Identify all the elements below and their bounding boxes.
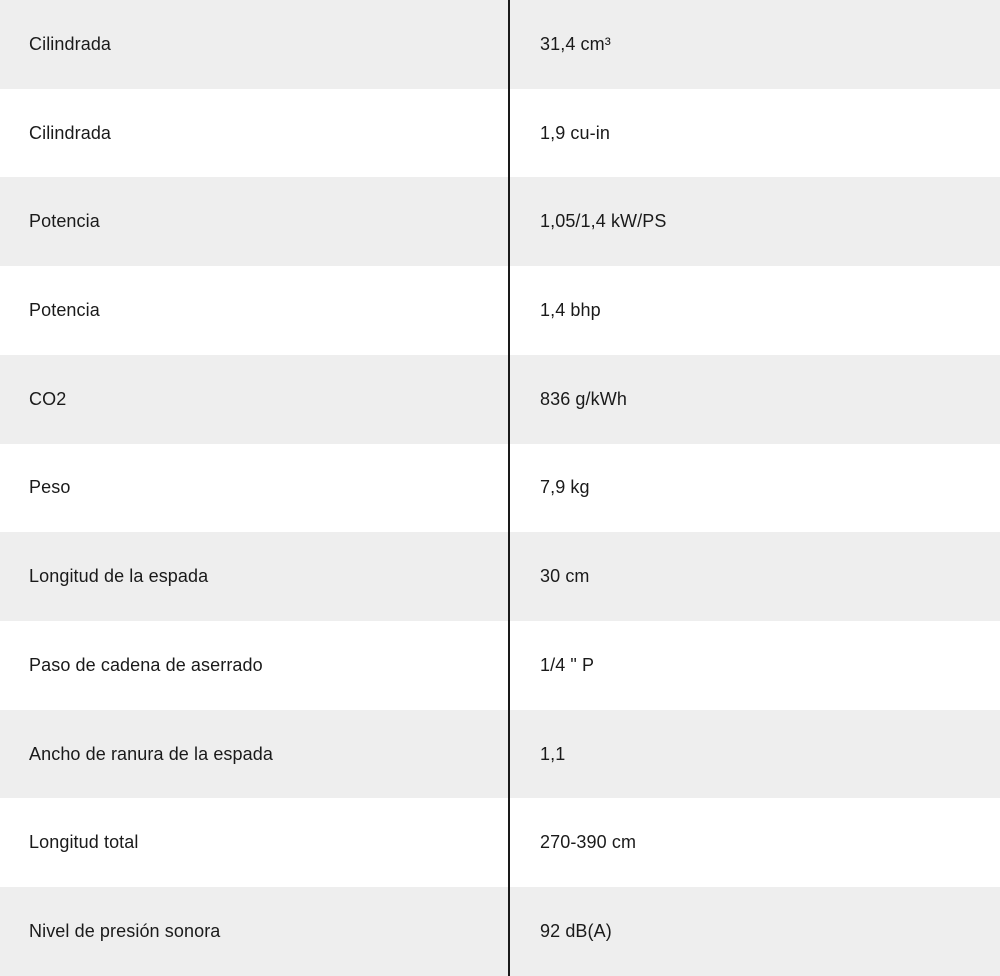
spec-label: Nivel de presión sonora	[0, 887, 509, 976]
spec-label: Ancho de ranura de la espada	[0, 710, 509, 799]
spec-value: 1,4 bhp	[509, 266, 1000, 355]
spec-label: Longitud total	[29, 832, 139, 853]
spec-value: 1,1	[509, 710, 1000, 799]
spec-value: 31,4 cm³	[509, 0, 1000, 89]
spec-label: Longitud de la espada	[0, 532, 509, 621]
spec-row-groove-width	[0, 710, 1000, 799]
spec-row-displacement-cuin	[0, 89, 1000, 178]
spec-value: 836 g/kWh	[509, 355, 1000, 444]
spec-label: CO2	[0, 355, 509, 444]
spec-row-co2	[0, 355, 1000, 444]
spec-value: 1,9 cu-in	[509, 89, 1000, 178]
spec-row-chain-pitch	[0, 621, 1000, 710]
spec-row-total-length	[0, 798, 1000, 887]
spec-label: Cilindrada	[29, 122, 112, 143]
spec-row-displacement-cm3	[0, 0, 1000, 89]
spec-label: Cilindrada	[0, 0, 509, 89]
spec-row-weight	[0, 444, 1000, 533]
spec-value: 92 dB(A)	[509, 887, 1000, 976]
spec-row-power-bhp	[0, 266, 1000, 355]
spec-row-power-kw	[0, 177, 1000, 266]
spec-row-bar-length	[0, 532, 1000, 621]
spec-value: 270-390 cm	[509, 798, 1000, 887]
spec-label: Paso de cadena de aserrado	[29, 654, 263, 675]
spec-value: 1,05/1,4 kW/PS	[509, 177, 1000, 266]
spec-label: Potencia	[29, 300, 100, 321]
spec-label: Peso	[29, 477, 71, 498]
spec-label: Potencia	[0, 177, 509, 266]
spec-row-sound-pressure	[0, 887, 1000, 976]
spec-value: 7,9 kg	[509, 444, 1000, 533]
spec-value: 30 cm	[509, 532, 1000, 621]
spec-value: 1/4 " P	[509, 621, 1000, 710]
